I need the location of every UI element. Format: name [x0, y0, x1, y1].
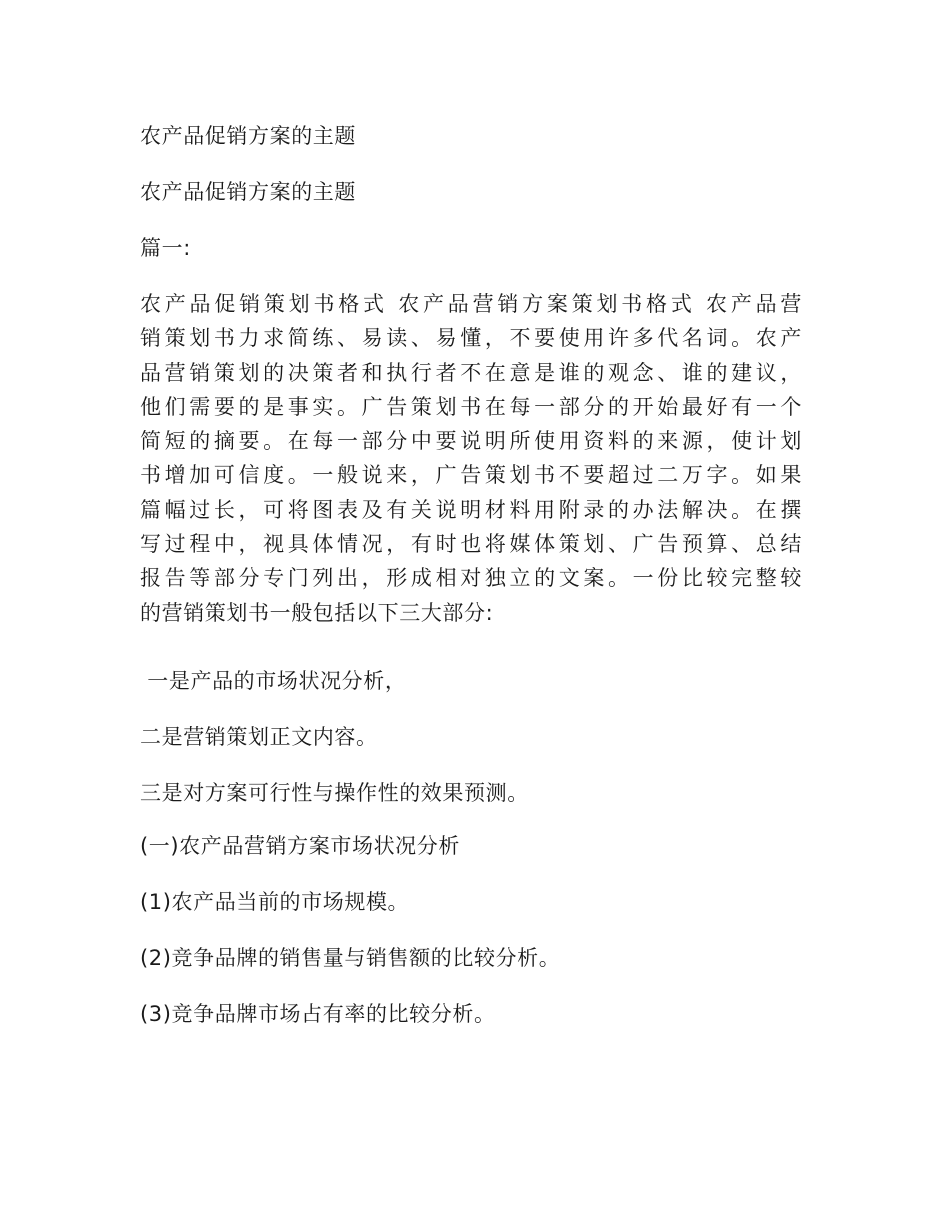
paragraph-line: 的营销策划书一般包括以下三大部分: [140, 600, 494, 625]
paragraph-line: 简短的摘要。在每一部分中要说明所使用资料的来源，使计划 [140, 429, 802, 454]
paragraph-line: 他们需要的是事实。广告策划书在每一部分的开始最好有一个 [140, 394, 802, 419]
list-item: 一是产品的市场状况分析， [140, 669, 407, 693]
section-heading: 篇一: [140, 236, 191, 260]
paragraph-line: 农产品促销策划书格式 农产品营销方案策划书格式 农产品营 [140, 292, 802, 316]
document-subtitle: 农产品促销方案的主题 [140, 180, 356, 204]
list-item: (1)农产品当前的市场规模。 [140, 890, 410, 914]
list-item: (2)竞争品牌的销售量与销售额的比较分析。 [140, 946, 561, 970]
paragraph-line: 销策划书力求简练、易读、易懂，不要使用许多代名词。农产 [140, 326, 802, 351]
body-paragraph [140, 287, 802, 630]
document-title: 农产品促销方案的主题 [140, 124, 356, 148]
paragraph-line: 品营销策划的决策者和执行者不在意是谁的观念、谁的建议， [140, 360, 802, 385]
paragraph-line: 篇幅过长，可将图表及有关说明材料用附录的办法解决。在撰 [140, 497, 802, 522]
paragraph-line: 书增加可信度。一般说来，广告策划书不要超过二万字。如果 [140, 463, 802, 488]
list-item: 二是营销策划正文内容。 [140, 725, 378, 749]
list-item: 三是对方案可行性与操作性的效果预测。 [140, 781, 529, 805]
paragraph-line: 写过程中，视具体情况，有时也将媒体策划、广告预算、总结 [140, 532, 802, 557]
paragraph-line: 报告等部分专门列出，形成相对独立的文案。一份比较完整较 [140, 566, 802, 591]
list-item: (一)农产品营销方案市场状况分析 [140, 834, 460, 858]
list-item: (3)竞争品牌市场占有率的比较分析。 [140, 1002, 496, 1026]
